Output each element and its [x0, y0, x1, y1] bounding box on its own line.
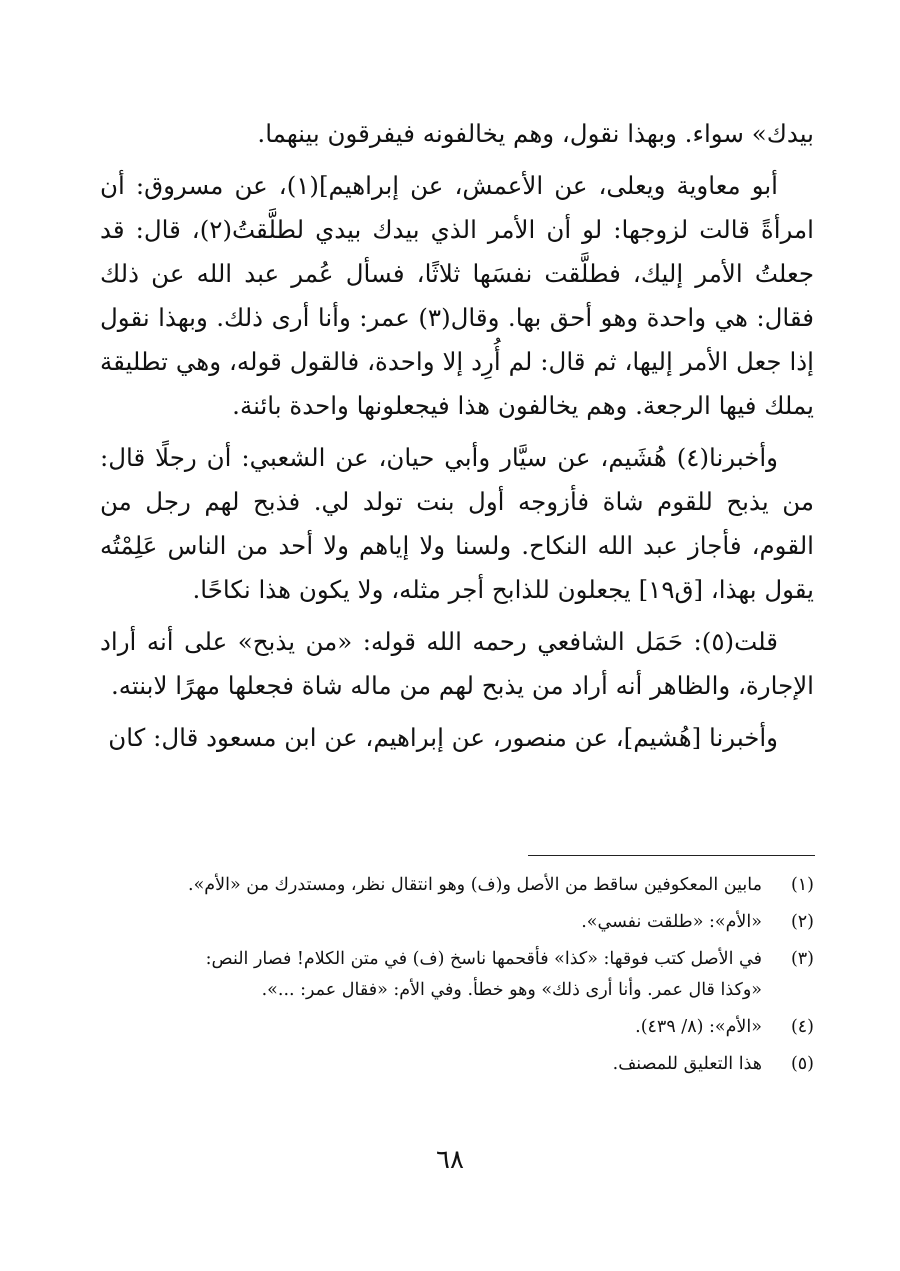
footnote-3 [100, 944, 814, 1006]
footnote-5 [100, 1049, 814, 1080]
footnote-text [100, 870, 762, 901]
footnote-1 [100, 870, 814, 901]
paragraph-ibn-masud-narration: وأخبرنا [هُشيم]، عن منصور، عن إبراهيم، عن ابن مسعود قال: كان [108, 723, 778, 752]
footnote-line: «الأم»: (٨/ ٤٣٩). [635, 1017, 762, 1037]
footnote-line: مابين المعكوفين ساقط من الأصل و(ف) وهو انتقال نظر، ومستدرك من «الأم». [188, 875, 762, 895]
footnote-divider [528, 855, 815, 856]
footnotes [100, 870, 814, 1086]
main-text [100, 112, 814, 768]
footnote-line: «وكذا قال عمر. وأنا أرى ذلك» وهو خطأ. وفي الأم: «فقال عمر: ...». [261, 980, 762, 1000]
paragraph-hushaym-narration: وأخبرنا(٤) هُشَيم، عن سيَّار وأبي حيان، عن الشعبي: أن رجلًا قال: من يذبح للقوم شاة فأزوجه أول بنت تولد لي. فذبح لهم رجل من القوم، فأجاز عبد الله النكاح. ولسنا ولا إياهم ولا أحد من الناس عَلِمْتُه يقول بهذا، [ق١٩] يجعلون للذابح أجر مثله، ولا يكون هذا نكاحًا. [100, 443, 814, 604]
footnote-2 [100, 907, 814, 938]
footnote-line: في الأصل كتب فوقها: «كذا» فأقحمها ناسخ (ف) في متن الكلام! فصار النص: [205, 949, 762, 969]
footnote-text [100, 944, 762, 1006]
footnote-4 [100, 1012, 814, 1043]
page-number: ٦٨ [436, 1145, 464, 1175]
footnote-line: هذا التعليق للمصنف. [612, 1054, 762, 1074]
footnote-text [100, 1049, 762, 1080]
paragraph-masruq-narration: أبو معاوية ويعلى، عن الأعمش، عن إبراهيم](١)، عن مسروق: أن امرأةً قالت لزوجها: لو أن الأمر الذي بيدك بيدي لطلَّقتُ(٢)، قال: قد جعلتُ الأمر إليك، فطلَّقت نفسَها ثلاثًا، فسأل عُمر عبد الله عن ذلك فقال: هي واحدة وهو أحق بها. وقال(٣) عمر: وأنا أرى ذلك. وبهذا نقول إذا جعل الأمر إليها، ثم قال: لم أُرِد إلا واحدة، فالقول قوله، وهي تطليقة يملك فيها الرجعة. وهم يخالفون هذا فيجعلونها واحدة بائنة. [100, 171, 815, 420]
footnote-number: (٤) [790, 1017, 814, 1037]
footnote-text [100, 907, 762, 938]
paragraph-author-comment: قلت(٥): حَمَل الشافعي رحمه الله قوله: «من يذبح» على أنه أراد الإجارة، والظاهر أنه أراد من يذبح لهم من ماله شاة فجعلها مهرًا لابنته. [100, 627, 814, 700]
footnote-number: (٥) [790, 1054, 814, 1074]
footnote-line: «الأم»: «طلقت نفسي». [581, 912, 762, 932]
footnote-number: (١) [790, 875, 814, 895]
paragraph-continuation: بيدك» سواء. وبهذا نقول، وهم يخالفونه فيفرقون بينهما. [257, 119, 814, 148]
footnote-number: (٢) [790, 912, 814, 932]
footnote-number: (٣) [790, 949, 814, 969]
footnote-text [100, 1012, 762, 1043]
